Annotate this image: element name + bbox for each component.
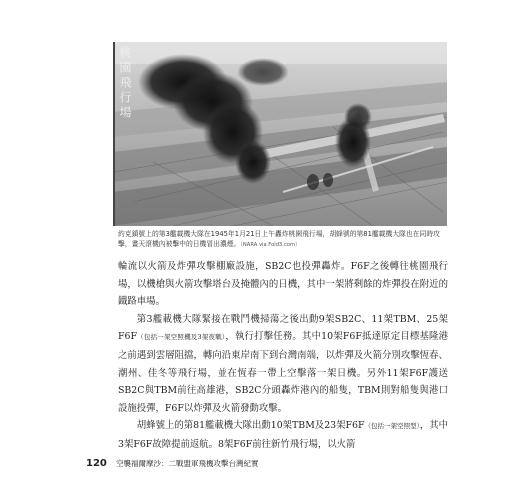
paragraph-3-note: （包括一架空照型）: [364, 422, 420, 431]
page-number: 120: [86, 458, 107, 469]
body-text: [118, 258, 448, 454]
paragraph-2: [118, 311, 448, 418]
photo-side-label: 桃園飛行場: [118, 46, 132, 121]
paragraph-2-part-a: 第3艦載機大隊緊接在戰鬥機掃蕩之後出動9架SB2C、11架TBM、25架F6F: [118, 313, 448, 343]
airfield-smoke-illustration: [113, 42, 447, 226]
aerial-photo: [113, 42, 447, 226]
paragraph-3-part-a: 胡蜂號上的第81艦載機大隊出動10架TBM及23架F6F: [136, 420, 365, 432]
running-title: 空襲福爾摩沙：二戰盟軍飛機攻擊台灣紀實: [116, 459, 259, 468]
paragraph-3: [118, 417, 448, 453]
paragraph-1: 輪流以火箭及炸彈攻擊棚廠設施，SB2C也投彈轟炸。F6F之後轉往桃園飛行場，以機槍與火箭攻擊塔台及掩體內的日機，其中一架將剩餘的炸彈投在附近的鐵路車場。: [118, 261, 448, 308]
photo-caption: [118, 229, 448, 250]
caption-credit: （NARA via Fold3.com）: [240, 242, 301, 248]
paragraph-2-part-b: ，執行打擊任務。其中10架F6F抵達原定目標基隆港之前遇到雲層阻擋，轉向沿東岸南下到台灣南端，以炸彈及火箭分別攻擊恆春、潮州、佳冬等飛行場，並在恆春一帶上空擊落一架日機。另外11架F6F護送SB2C與TBM前往高雄港，SB2C分頭轟炸港內的船隻，TBM則對船隻與港口設施投彈，F6F以炸彈及火箭發動攻擊。: [118, 331, 449, 414]
page-footer: [86, 458, 259, 469]
caption-text: 約克鎮號上的第3艦載機大隊在1945年1月21日上午轟炸桃園飛行場，胡蜂號的第81艦載機大隊也在同時攻擊，畫天滾機內被擊中的日機冒出濃煙。: [118, 230, 440, 248]
paragraph-3-part-b: ，其中3架F6F故障提前返航。8架F6F前往新竹飛行場，以火箭: [118, 420, 448, 450]
paragraph-2-note: （包括一架空照機及3架夜戰）: [136, 333, 226, 342]
